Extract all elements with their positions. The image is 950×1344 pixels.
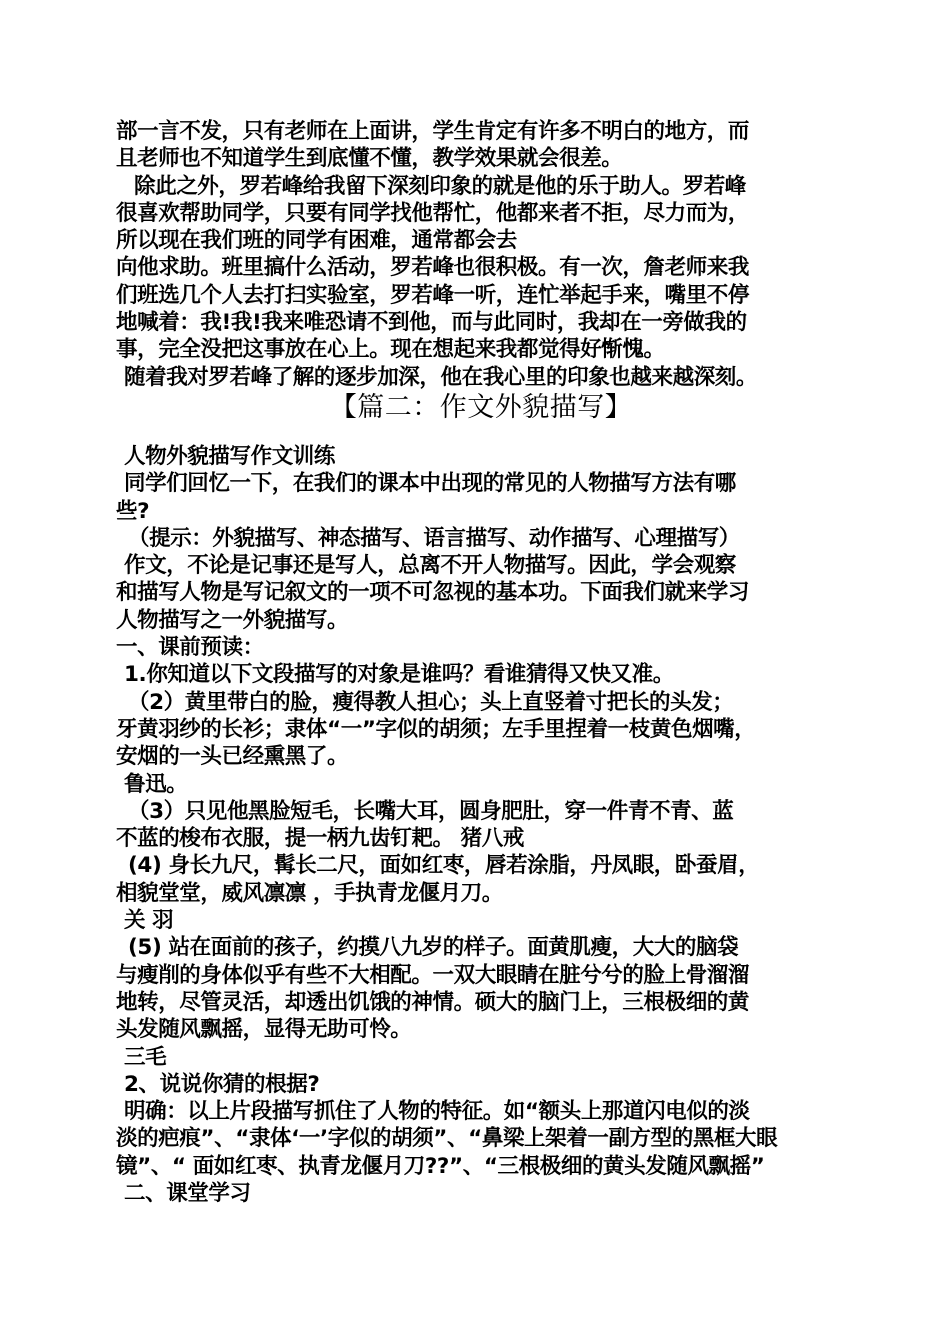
text-line: （2）黄里带白的脸，瘦得教人担心；头上直竖着寸把长的头发； (128, 689, 734, 715)
text-line: 淡的疤痕”、“隶体‘一’字似的胡须”、“鼻梁上架着一副方型的黑框大眼 (116, 1126, 778, 1152)
essay-continuation (116, 118, 846, 391)
text-line: （提示：外貌描写、神态描写、语言描写、动作描写、心理描写） (128, 525, 740, 551)
text-line: 牙黄羽纱的长衫；隶体“一”字似的胡须；左手里捏着一枝黄色烟嘴， (116, 716, 756, 742)
text-line: 除此之外，罗若峰给我留下深刻印象的就是他的乐于助人。罗若峰 (134, 173, 746, 199)
text-line: 随着我对罗若峰了解的逐步加深，他在我心里的印象也越来越深刻。 (124, 364, 758, 390)
text-line: 人物描写之一外貌描写。 (116, 607, 349, 633)
text-line: 三毛 (124, 1044, 167, 1070)
text-line: 且老师也不知道学生到底懂不懂，教学效果就会很差。 (116, 146, 623, 172)
text-line: 与瘦削的身体似乎有些不大相配。一双大眼睛在脏兮兮的脸上骨溜溜 (116, 962, 750, 988)
text-line: 作文，不论是记事还是写人，总离不开人物描写。因此，学会观察 (124, 553, 736, 579)
text-line: 关 羽 (124, 908, 174, 934)
text-line: 地转，尽管灵活，却透出饥饿的神情。硕大的脑门上，三根极细的黄 (116, 989, 750, 1015)
lesson-section (116, 443, 846, 1207)
text-line: 2、说说你猜的根据? (124, 1071, 320, 1097)
text-line: 们班选几个人去打扫实验室，罗若峰一听，连忙举起手来，嘴里不停 (116, 282, 750, 308)
text-line: 明确：以上片段描写抓住了人物的特征。如“额头上那道闪电似的淡 (124, 1099, 750, 1125)
text-line: 不蓝的梭布衣服，提一柄九齿钉耙。 猪八戒 (116, 826, 524, 852)
text-line: 二、课堂学习 (124, 1180, 251, 1206)
text-line: 头发随风飘摇，显得无助可怜。 (116, 1017, 412, 1043)
text-line: 事，完全没把这事放在心上。现在想起来我都觉得好惭愧。 (116, 337, 665, 363)
text-line: 地喊着：我!我!我来唯恐请不到他，而与此同时，我却在一旁做我的 (116, 310, 747, 336)
text-line: 1.你知道以下文段描写的对象是谁吗？看谁猜得又快又准。 (124, 662, 674, 688)
text-line: 同学们回忆一下，在我们的课本中出现的常见的人物描写方法有哪 (124, 471, 736, 497)
text-line: 向他求助。班里搞什么活动，罗若峰也很积极。有一次，詹老师来我 (116, 255, 750, 281)
document-body (116, 118, 846, 1207)
text-line: 所以现在我们班的同学有困难，通常都会去 (116, 228, 517, 254)
text-line: (4) 身长九尺，髯长二尺，面如红枣，唇若涂脂，丹凤眼，卧蚕眉， (128, 853, 760, 879)
text-line: 和描写人物是写记叙文的一项不可忽视的基本功。下面我们就来学习 (116, 580, 750, 606)
text-line: 人物外貌描写作文训练 (124, 443, 336, 469)
text-line: 镜”、“ 面如红枣、执青龙偃月刀??”、“三根极细的黄头发随风飘摇” (116, 1153, 765, 1179)
text-line: 鲁迅。 (124, 771, 188, 797)
section-heading: 【篇二：作文外貌描写】 (329, 391, 633, 423)
text-line: (5) 站在面前的孩子，约摸八九岁的样子。面黄肌瘦，大大的脑袋 (128, 935, 739, 961)
text-line: （3）只见他黑脸短毛，长嘴大耳，圆身肥肚，穿一件青不青、蓝 (128, 798, 734, 824)
text-line: 部一言不发，只有老师在上面讲，学生肯定有许多不明白的地方，而 (116, 119, 750, 144)
text-line: 些? (116, 498, 150, 524)
text-line: 很喜欢帮助同学，只要有同学找他帮忙，他都来者不拒，尽力而为， (116, 200, 750, 226)
text-line: 一、课前预读： (116, 635, 264, 661)
text-line: 相貌堂堂，威风凛凛 ，手执青龙偃月刀。 (116, 880, 503, 906)
text-line: 安烟的一头已经熏黑了。 (116, 744, 349, 770)
